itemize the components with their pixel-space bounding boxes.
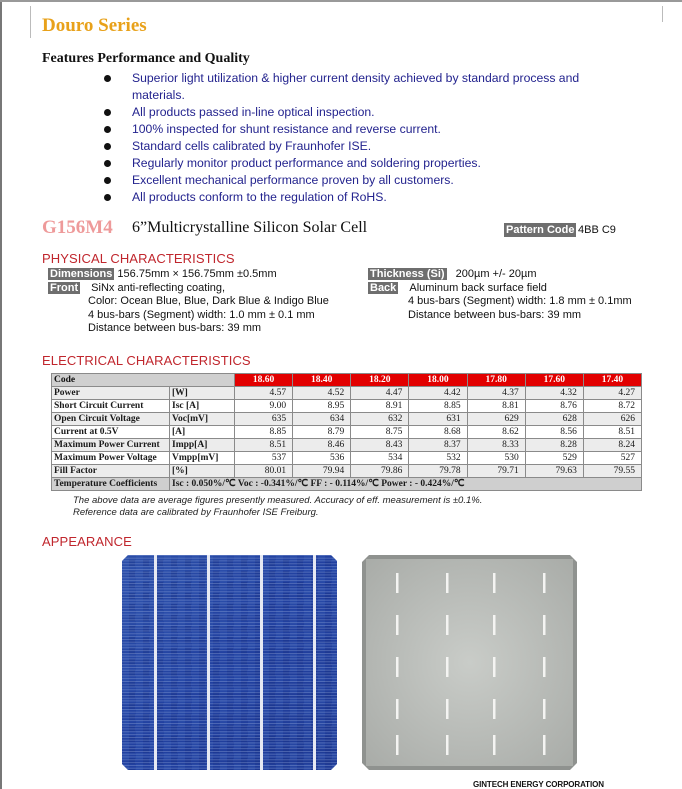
value-cell: 631 xyxy=(409,413,467,426)
code-cell: 18.20 xyxy=(351,374,409,387)
page-border-top xyxy=(0,0,682,2)
footer-company: GINTECH ENERGY CORPORATION xyxy=(473,780,604,789)
calibration-note: Reference data are calibrated by Fraunhofer ISE Freiburg. xyxy=(73,507,319,518)
param-cell: Current at 0.5V xyxy=(52,426,170,439)
param-cell: Short Circuit Current xyxy=(52,400,170,413)
series-title: Douro Series xyxy=(42,15,147,36)
dimensions-label: Dimensions xyxy=(50,268,113,280)
feature-item: Excellent mechanical performance proven by all customers. xyxy=(98,172,618,189)
value-cell: 4.42 xyxy=(409,387,467,400)
temperature-values: Isc : 0.050%/℃ Voc : -0.341%/℃ FF : - 0.114%/℃ Power : - 0.424%/℃ xyxy=(170,478,642,491)
dimensions-value: 156.75mm × 156.75mm ±0.5mm xyxy=(117,268,277,280)
bus-pad xyxy=(396,657,399,677)
code-cell: 18.40 xyxy=(293,374,351,387)
table-row xyxy=(52,413,642,426)
value-cell: 4.37 xyxy=(467,387,525,400)
value-cell: 79.63 xyxy=(525,465,583,478)
table-row xyxy=(52,452,642,465)
bus-pad xyxy=(543,615,546,635)
value-cell: 8.68 xyxy=(409,426,467,439)
feature-item: Regularly monitor product performance and soldering properties. xyxy=(98,155,618,172)
feature-item: 100% inspected for shunt resistance and reverse current. xyxy=(98,121,618,138)
table-row xyxy=(52,387,642,400)
physical-right-column xyxy=(368,268,658,322)
value-cell: 8.75 xyxy=(351,426,409,439)
value-cell: 8.43 xyxy=(351,439,409,452)
param-cell: Power xyxy=(52,387,170,400)
value-cell: 537 xyxy=(235,452,293,465)
unit-cell: Impp[A] xyxy=(170,439,235,452)
bus-pad xyxy=(493,699,496,719)
bus-pad xyxy=(446,699,449,719)
bus-pad xyxy=(543,735,546,755)
value-cell: 527 xyxy=(583,452,641,465)
front-row xyxy=(48,282,368,296)
back-row xyxy=(368,282,658,296)
front-label: Front xyxy=(50,281,79,294)
unit-cell: Voc[mV] xyxy=(170,413,235,426)
dimensions-row xyxy=(48,268,368,282)
bus-pad xyxy=(446,657,449,677)
value-cell: 534 xyxy=(351,452,409,465)
appearance-title: APPEARANCE xyxy=(42,534,132,549)
value-cell: 8.56 xyxy=(525,426,583,439)
bus-pad xyxy=(493,615,496,635)
param-cell: Maximum Power Current xyxy=(52,439,170,452)
code-cell: 18.00 xyxy=(409,374,467,387)
front-line: 4 bus-bars (Segment) width: 1.0 mm ± 0.1 mm xyxy=(88,308,315,321)
pattern-code-value: 4BB C9 xyxy=(578,224,616,236)
bus-pad xyxy=(396,699,399,719)
divider xyxy=(30,6,31,38)
value-cell: 635 xyxy=(235,413,293,426)
param-cell: Fill Factor xyxy=(52,465,170,478)
value-cell: 8.76 xyxy=(525,400,583,413)
solar-cell-back-image xyxy=(362,555,577,770)
value-cell: 628 xyxy=(525,413,583,426)
code-header: Code xyxy=(52,374,235,387)
thickness-value: 200µm +/- 20µm xyxy=(455,268,537,280)
thickness-label: Thickness (Si) xyxy=(370,268,445,280)
front-line: SiNx anti-reflecting coating, xyxy=(91,281,226,294)
value-cell: 8.28 xyxy=(525,439,583,452)
temperature-label: Temperature Coefficients xyxy=(52,478,170,491)
value-cell: 8.46 xyxy=(293,439,351,452)
value-cell: 8.72 xyxy=(583,400,641,413)
measurement-note: The above data are average figures presently measured. Accuracy of eff. measurement is ±0.1%. xyxy=(73,495,483,506)
front-line: Color: Ocean Blue, Blue, Dark Blue & Indigo Blue xyxy=(88,295,329,307)
feature-item: Standard cells calibrated by Fraunhofer ISE. xyxy=(98,138,618,155)
temperature-coefficients-row xyxy=(52,478,642,491)
param-cell: Open Circuit Voltage xyxy=(52,413,170,426)
code-cell: 17.60 xyxy=(525,374,583,387)
electrical-table xyxy=(51,373,642,491)
bus-bar xyxy=(207,555,210,770)
value-cell: 8.95 xyxy=(293,400,351,413)
value-cell: 9.00 xyxy=(235,400,293,413)
code-cell: 18.60 xyxy=(235,374,293,387)
value-cell: 79.86 xyxy=(351,465,409,478)
code-cell: 17.40 xyxy=(583,374,641,387)
physical-characteristics-title: PHYSICAL CHARACTERISTICS xyxy=(42,251,235,266)
feature-item: All products passed in-line optical inspection. xyxy=(98,104,618,121)
bus-pad xyxy=(446,615,449,635)
product-model: G156M4 xyxy=(42,217,113,238)
unit-cell: [%] xyxy=(170,465,235,478)
bus-pad xyxy=(446,573,449,593)
value-cell: 632 xyxy=(351,413,409,426)
bus-bar xyxy=(154,555,157,770)
product-line xyxy=(42,217,642,241)
bus-pad xyxy=(396,573,399,593)
value-cell: 532 xyxy=(409,452,467,465)
value-cell: 536 xyxy=(293,452,351,465)
back-line: Aluminum back surface field xyxy=(409,281,547,294)
unit-cell: [W] xyxy=(170,387,235,400)
thickness-row xyxy=(368,268,658,282)
physical-left-column xyxy=(48,268,368,336)
bus-pad xyxy=(543,657,546,677)
value-cell: 79.94 xyxy=(293,465,351,478)
value-cell: 8.51 xyxy=(235,439,293,452)
page-border-left xyxy=(0,0,2,789)
back-line: Distance between bus-bars: 39 mm xyxy=(408,308,582,321)
bus-pad xyxy=(493,573,496,593)
divider xyxy=(662,6,663,22)
solar-cell-front-image xyxy=(122,555,337,770)
back-line: 4 bus-bars (Segment) width: 1.8 mm ± 0.1mm xyxy=(408,295,632,307)
features-list xyxy=(98,70,618,206)
bus-pad xyxy=(543,699,546,719)
front-line: Distance between bus-bars: 39 mm xyxy=(88,322,262,334)
value-cell: 4.32 xyxy=(525,387,583,400)
unit-cell: Vmpp[mV] xyxy=(170,452,235,465)
unit-cell: Isc [A] xyxy=(170,400,235,413)
value-cell: 79.55 xyxy=(583,465,641,478)
bus-pad xyxy=(446,735,449,755)
bus-bar xyxy=(313,555,316,770)
value-cell: 4.52 xyxy=(293,387,351,400)
value-cell: 8.24 xyxy=(583,439,641,452)
electrical-characteristics-title: ELECTRICAL CHARACTERISTICS xyxy=(42,353,251,368)
feature-item: Superior light utilization & higher current density achieved by standard process and materials. xyxy=(98,70,618,104)
table-row xyxy=(52,426,642,439)
value-cell: 79.71 xyxy=(467,465,525,478)
value-cell: 634 xyxy=(293,413,351,426)
table-header-row xyxy=(52,374,642,387)
bus-bar xyxy=(260,555,263,770)
value-cell: 629 xyxy=(467,413,525,426)
value-cell: 4.27 xyxy=(583,387,641,400)
feature-item: All products conform to the regulation of RoHS. xyxy=(98,189,618,206)
table-row xyxy=(52,465,642,478)
unit-cell: [A] xyxy=(170,426,235,439)
bus-pad xyxy=(396,615,399,635)
electrical-table-body xyxy=(52,387,642,478)
value-cell: 8.81 xyxy=(467,400,525,413)
value-cell: 4.57 xyxy=(235,387,293,400)
value-cell: 4.47 xyxy=(351,387,409,400)
value-cell: 530 xyxy=(467,452,525,465)
value-cell: 8.79 xyxy=(293,426,351,439)
value-cell: 8.51 xyxy=(583,426,641,439)
bus-pad xyxy=(493,735,496,755)
value-cell: 8.85 xyxy=(235,426,293,439)
features-heading: Features Performance and Quality xyxy=(42,51,250,66)
pattern-code-label: Pattern Code xyxy=(506,224,575,236)
bus-pad xyxy=(396,735,399,755)
value-cell: 8.33 xyxy=(467,439,525,452)
back-label: Back xyxy=(370,281,397,294)
table-row xyxy=(52,439,642,452)
bus-pad xyxy=(543,573,546,593)
table-row xyxy=(52,400,642,413)
value-cell: 529 xyxy=(525,452,583,465)
product-name: 6”Multicrystalline Silicon Solar Cell xyxy=(132,219,368,236)
bus-pad xyxy=(493,657,496,677)
value-cell: 79.78 xyxy=(409,465,467,478)
value-cell: 8.85 xyxy=(409,400,467,413)
value-cell: 8.37 xyxy=(409,439,467,452)
value-cell: 80.01 xyxy=(235,465,293,478)
value-cell: 8.62 xyxy=(467,426,525,439)
value-cell: 8.91 xyxy=(351,400,409,413)
code-cell: 17.80 xyxy=(467,374,525,387)
value-cell: 626 xyxy=(583,413,641,426)
param-cell: Maximum Power Voltage xyxy=(52,452,170,465)
